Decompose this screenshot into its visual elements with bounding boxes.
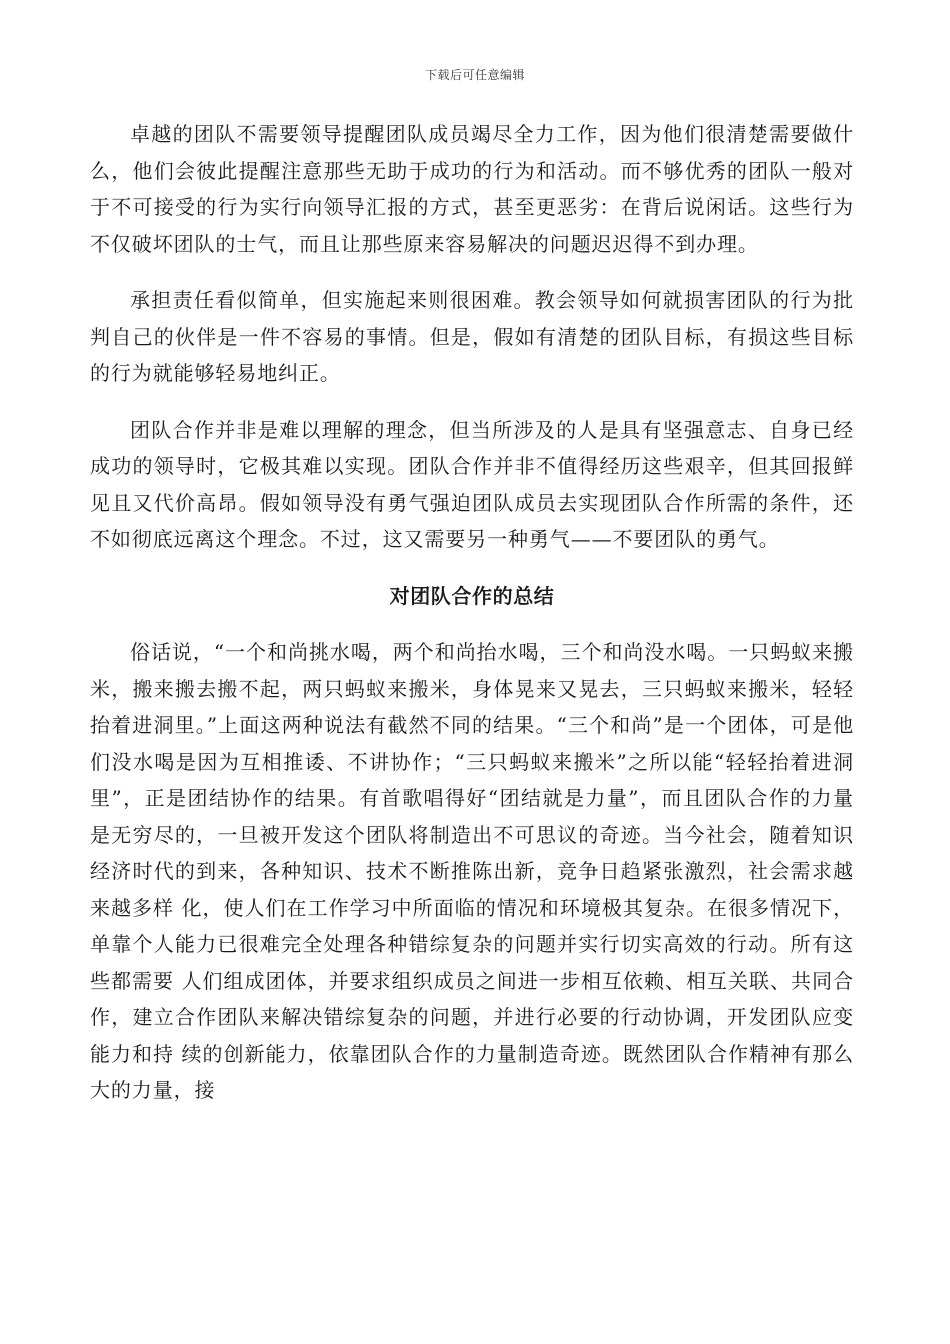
paragraph-spacer [90,392,854,412]
document-body [90,116,854,1109]
section-title: 对团队合作的总结 [389,583,555,608]
paragraph-spacer [90,558,854,578]
paragraph-spacer [90,614,854,634]
paragraph-3: 团队合作并非是难以理解的理念，但当所涉及的人是具有坚强意志、自身已经成功的领导时，它极其难以实现。团队合作并非不值得经历这些艰辛，但其回报鲜见且又代价高昂。假如领导没有勇气强迫团队成员去实现团队合作所需的条件，还不如彻底远离这个理念。不过，这又需要另一种勇气——不要团队的勇气。 [90,417,854,551]
header-note: 下载后可任意编辑 [424,68,525,82]
paragraph-4: 俗话说，“一个和尚挑水喝，两个和尚抬水喝，三个和尚没水喝。一只蚂蚁来搬米，搬来搬去搬不起，两只蚂蚁来搬米，身体晃来又晃去，三只蚂蚁来搬米，轻轻抬着进洞里。”上面这两种说法有截然不同的结果。“三个和尚”是一个团体，可是他们没水喝是因为互相推诿、不讲协作；“三只蚂蚁来搬米”之所以能“轻轻抬着进洞里”，正是团结协作的结果。有首歌唱得好“团结就是力量”，而且团队合作的力量是无穷尽的，一旦被开发这个团队将制造出不可思议的奇迹。当今社会，随着知识经济时代的到来，各种知识、技术不断推陈出新，竞争日趋紧张激烈，社会需求越来越多样 化，使人们在工作学习中所面临的情况和环境极其复杂。在很多情况下，单靠个人能力已很难完全处理各种错综复杂的问题并实行切实高效的行动。所有这些都需要 人们组成团体，并要求组织成员之间进一步相互依赖、相互关联、共同合作，建立合作团队来解决错综复杂的问题，并进行必要的行动协调，开发团队应变能力和持 续的创新能力，依靠团队合作的力量制造奇迹。既然团队合作精神有那么大的力量，接 [90,640,854,1102]
paragraph-spacer [90,262,854,282]
paragraph-1: 卓越的团队不需要领导提醒团队成员竭尽全力工作，因为他们很清楚需要做什么，他们会彼此提醒注意那些无助于成功的行为和活动。而不够优秀的团队一般对于不可接受的行为实行向领导汇报的方式，甚至更恶劣：在背后说闲话。这些行为不仅破坏团队的士气，而且让那些原来容易解决的问题迟迟得不到办理。 [90,122,854,256]
paragraph-2: 承担责任看似简单，但实施起来则很困难。教会领导如何就损害团队的行为批判自己的伙伴是一件不容易的事情。但是，假如有清楚的团队目标，有损这些目标的行为就能够轻易地纠正。 [90,288,854,385]
